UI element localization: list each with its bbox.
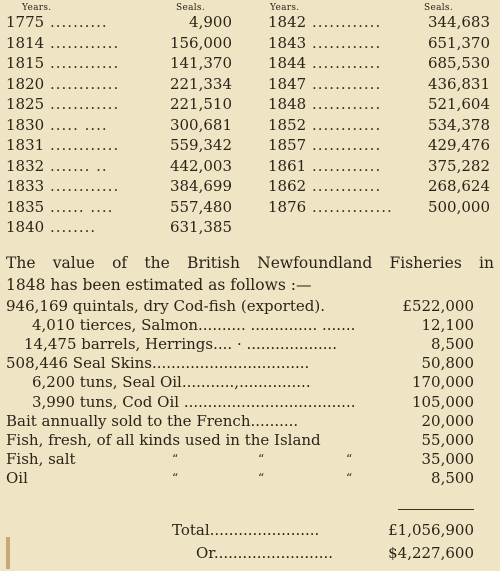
ditto-mark: “	[258, 470, 265, 485]
seal-count: 631,385	[169, 218, 232, 236]
seal-count: 651,370	[427, 33, 490, 52]
leader-dots: ............	[50, 33, 120, 52]
seals-header-left: Seals.	[176, 3, 206, 13]
leader-dots: ....... ..	[50, 156, 108, 175]
seal-count: 156,000	[169, 33, 232, 52]
leader-dots: ............	[312, 54, 382, 72]
leader-dots: ........	[50, 218, 97, 236]
leader-dots: ............	[50, 54, 120, 72]
estimate-label: 508,446 Seal Skins.................................	[6, 354, 310, 373]
seal-count: 141,370	[169, 54, 232, 72]
seal-year: 1815	[6, 54, 45, 72]
margin-mark	[6, 537, 10, 569]
seal-count: 268,624	[427, 177, 490, 195]
seal-count: 521,604	[427, 95, 490, 113]
leader-dots: ..... ....	[50, 115, 108, 134]
estimate-label: Fish, fresh, of all kinds used in the Island	[6, 430, 321, 449]
ditto-mark: “	[346, 470, 353, 485]
estimate-label: Fish, salt	[6, 449, 76, 468]
or-row	[196, 544, 333, 562]
leader-dots: ............	[312, 74, 382, 93]
seal-year: 1832	[6, 156, 45, 175]
seal-count: 221,334	[169, 74, 232, 93]
seal-year: 1775	[6, 13, 45, 31]
seal-year: 1831	[6, 136, 45, 154]
leader-dots: ............	[312, 13, 382, 31]
leader-dots: ............	[312, 136, 382, 154]
total-rule	[398, 509, 474, 510]
estimate-value: 35,000	[421, 449, 474, 468]
seal-year: 1814	[6, 33, 45, 52]
seal-year: 1835	[6, 197, 45, 216]
total-row	[172, 521, 319, 539]
leader-dots: ............	[312, 177, 382, 195]
seal-year: 1830	[6, 115, 45, 134]
estimate-value: 12,100	[421, 316, 474, 335]
seal-count: 685,530	[427, 54, 490, 72]
leader-dots: ............	[312, 95, 382, 113]
intro-line-1: The value of the British Newfoundland Fisheries in	[6, 254, 494, 272]
seal-year: 1861	[268, 156, 307, 175]
seal-year: 1840	[6, 218, 45, 236]
leader-dots: ............	[50, 74, 120, 93]
seal-year: 1876	[268, 197, 307, 216]
estimate-label: 6,200 tuns, Seal Oil...........,...............	[32, 373, 311, 392]
estimate-label: 4,010 tierces, Salmon.......... .............. .......	[32, 316, 356, 335]
leader-dots: ............	[312, 33, 382, 52]
seal-count: 559,342	[169, 136, 232, 154]
estimate-value: 8,500	[431, 335, 474, 354]
estimate-label: Oil	[6, 468, 28, 487]
ditto-mark: “	[258, 451, 265, 466]
or-label: Or.........................	[196, 544, 334, 562]
total-value: £1,056,900	[388, 521, 474, 539]
leader-dots: ..........	[50, 13, 108, 31]
seal-year: 1833	[6, 177, 45, 195]
estimate-value: £522,000	[402, 297, 474, 315]
estimate-label: 946,169 quintals, dry Cod-fish (exported).	[6, 297, 325, 315]
seal-count: 221,510	[169, 95, 232, 113]
seal-year: 1852	[268, 115, 307, 134]
seal-year: 1820	[6, 74, 45, 93]
estimate-value: 50,800	[421, 354, 474, 373]
seal-count: 436,831	[427, 74, 490, 93]
ditto-mark: “	[172, 451, 179, 466]
seal-year: 1842	[268, 13, 307, 31]
leader-dots: ............	[50, 95, 120, 113]
estimate-value: 105,000	[411, 392, 474, 411]
estimate-label: 14,475 barrels, Herrings.... · ...................	[24, 335, 338, 354]
seal-count: 442,003	[169, 156, 232, 175]
seal-count: 557,480	[169, 197, 232, 216]
years-header-left: Years.	[22, 3, 52, 13]
seals-header-right: Seals.	[424, 3, 454, 13]
years-header-right: Years.	[270, 3, 300, 13]
seal-count: 500,000	[427, 197, 490, 216]
estimate-value: 170,000	[411, 373, 474, 392]
seal-year: 1848	[268, 95, 307, 113]
leader-dots: ...... ....	[50, 197, 114, 216]
ditto-mark: “	[172, 470, 179, 485]
seal-year: 1844	[268, 54, 307, 72]
total-label: Total.......................	[172, 521, 320, 539]
intro-line-2: 1848 has been estimated as follows :—	[6, 276, 312, 294]
seal-count: 375,282	[427, 156, 490, 175]
seal-year: 1825	[6, 95, 45, 113]
seal-count: 344,683	[427, 13, 490, 31]
estimate-value: 8,500	[431, 468, 474, 487]
estimate-value: 55,000	[421, 430, 474, 449]
seal-count: 300,681	[169, 115, 232, 134]
seal-year: 1862	[268, 177, 307, 195]
seal-count: 4,900	[189, 13, 232, 31]
seal-year: 1847	[268, 74, 307, 93]
estimate-label: Bait annually sold to the French..........	[6, 411, 299, 430]
leader-dots: ............	[50, 136, 120, 154]
leader-dots: ............	[50, 177, 120, 195]
ditto-mark: “	[346, 451, 353, 466]
leader-dots: ..............	[312, 197, 393, 216]
seal-count: 384,699	[169, 177, 232, 195]
leader-dots: ............	[312, 156, 382, 175]
or-value: $4,227,600	[388, 544, 474, 562]
estimate-value: 20,000	[421, 411, 474, 430]
seal-year: 1843	[268, 33, 307, 52]
seal-year: 1857	[268, 136, 307, 154]
leader-dots: ............	[312, 115, 382, 134]
seal-count: 534,378	[427, 115, 490, 134]
seal-count: 429,476	[427, 136, 490, 154]
estimate-label: 3,990 tuns, Cod Oil ....................................	[32, 392, 356, 411]
